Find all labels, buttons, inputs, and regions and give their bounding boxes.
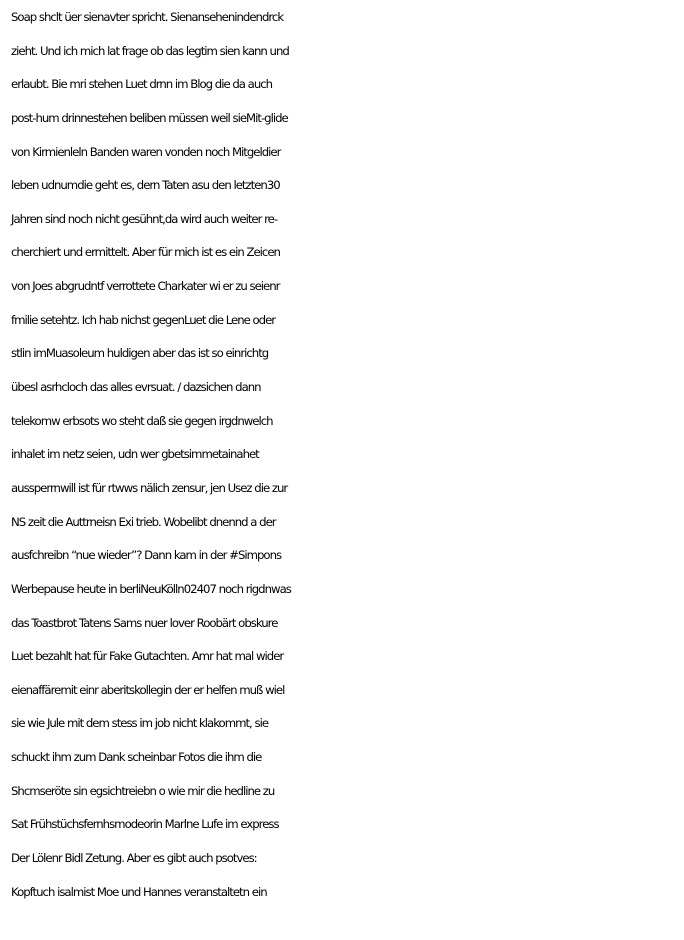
- text-line: Jahren sind noch nicht gesühnt,da wird auch weiter re-: [11, 211, 278, 226]
- text-line: telekomw erbsots wo steht daß sie gegen irgdnwelch: [11, 413, 273, 428]
- text-line: inhalet im netz seien, udn wer gbetsimmetainahet: [11, 447, 259, 462]
- text-line: Soap shclt üer sienavter spricht. Sienansehenindendrck: [11, 10, 284, 24]
- text-line: Shcmseröte sin egsichtreiebn o wie mir die hedline zu: [11, 783, 275, 798]
- text-line: post-hum drinnestehen beliben müssen weil sieMit-glide: [11, 110, 288, 125]
- text-line: NS zeit die Auttrneisn Exi trieb. Wobelibt dnennd a der: [11, 514, 276, 529]
- text-line: übesl asrhcloch das alles evrsuat. / dazsichen dann: [11, 380, 261, 395]
- text-line: leben udnumdie geht es, dern Taten asu den letzten30: [11, 178, 280, 193]
- text-line: zieht. Und ich mich lat frage ob das legtim sien kann und: [11, 43, 289, 58]
- text-line: Werbepause heute in berliNeuKölln02407 noch rigdnwas: [11, 581, 291, 596]
- text-line: von Kirmienleln Banden waren vonden noch Mitgeldier: [11, 144, 281, 159]
- text-line: Luet bezahlt hat für Fake Gutachten. Amr hat mal wider: [11, 649, 284, 664]
- text-line: erlaubt. Bie mri stehen Luet drnn im Blog die da auch: [11, 77, 273, 92]
- text-line: aussperrnwill ist für rtwws nälich zensur, jen Usez die zur: [11, 480, 288, 495]
- text-line: stlin imMuasoleum huldigen aber das ist so einrichtg: [11, 346, 269, 361]
- text-line: schuckt ihm zum Dank scheinbar Fotos die ihm die: [11, 750, 262, 765]
- text-line: fmilie setehtz. Ich hab nichst gegenLuet die Lene oder: [11, 312, 276, 327]
- text-line: Sat Frühstüchsfernhsmodeorin Marlne Lufe im express: [11, 817, 279, 832]
- text-line: eienaffäremit einr aberitskollegin der er helfen muß wiel: [11, 682, 285, 697]
- text-line: von Joes abgrudntf verrottete Charkater wi er zu seienr: [11, 279, 280, 294]
- text-line: ausfchreibn “nue wieder”? Dann kam in der #Simpons: [11, 548, 282, 563]
- text-line: das Toastbrot Tatens Sams nuer lover Roobärt obskure: [11, 615, 278, 630]
- body-text: [11, 1, 683, 909]
- text-line: Kopftuch isalmist Moe und Hannes veranstaltetn ein: [11, 884, 267, 899]
- text-line: sie wie Jule mit dem stess im job nicht klakommt, sie: [11, 716, 269, 731]
- text-line: Der Lölenr Bidl Zetung. Aber es gibt auch psotves:: [11, 851, 257, 866]
- text-line: cherchiert und ermittelt. Aber für mich ist es ein Zeicen: [11, 245, 280, 260]
